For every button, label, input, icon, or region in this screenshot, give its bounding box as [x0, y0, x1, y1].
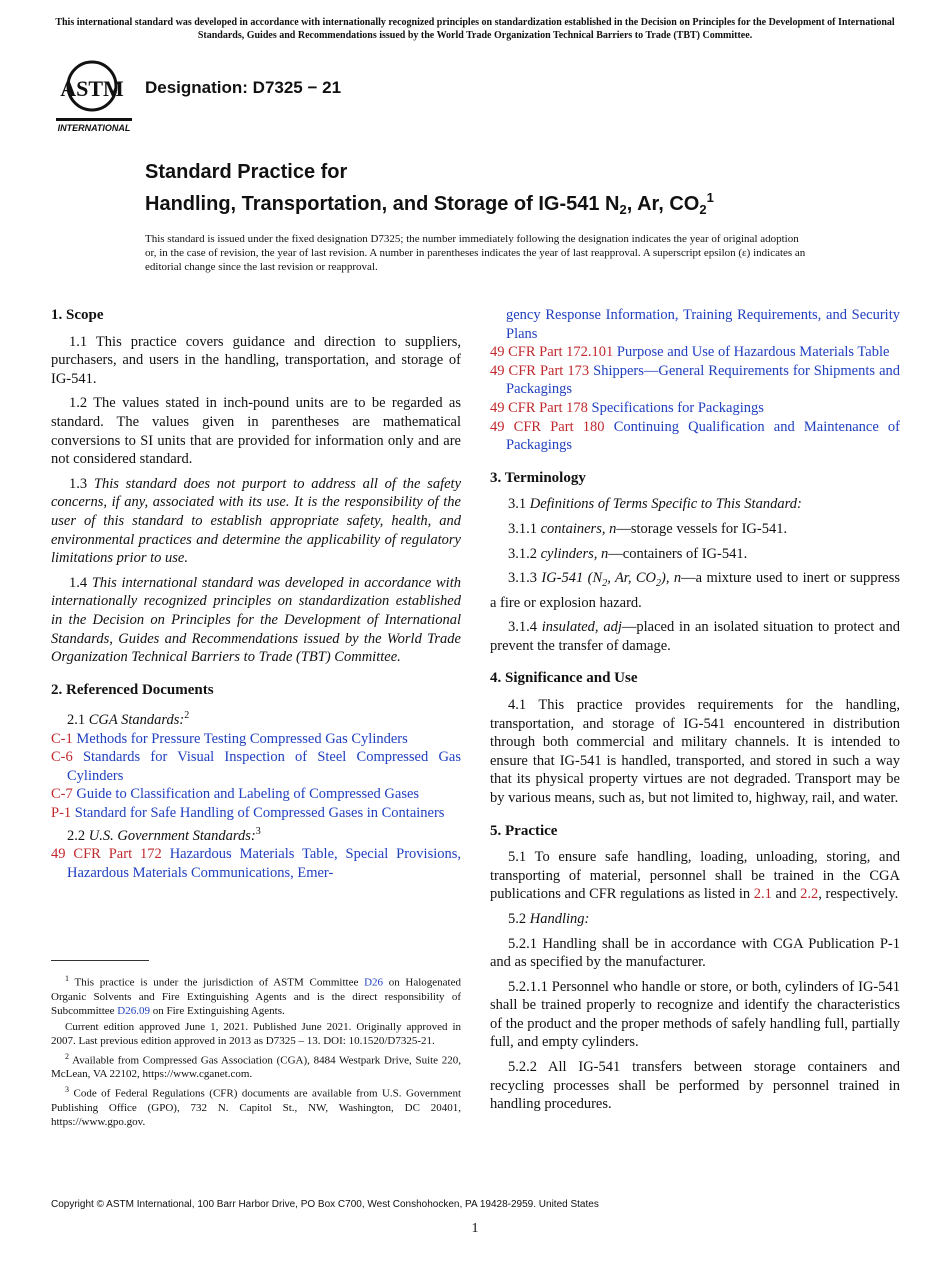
- reference-link[interactable]: [51, 785, 461, 804]
- reference-title[interactable]: Hazardous Materials Table, Special Provisions, Hazardous Materials Communications, Emer-: [67, 846, 462, 881]
- term-3-1: [490, 495, 900, 514]
- scope-1-4-num: 1.4: [69, 574, 88, 591]
- reference-link[interactable]: [51, 748, 461, 785]
- term-num: 3.1.3: [508, 570, 537, 587]
- title-sub: 2: [619, 202, 627, 217]
- us-num: 2.2: [67, 827, 86, 844]
- reference-code[interactable]: 49 CFR Part 173: [490, 362, 590, 379]
- footnote-3: [51, 1083, 461, 1129]
- term-3-1-4: [490, 618, 900, 655]
- footnote-edition: Current edition approved June 1, 2021. Published June 2021. Originally approved in 2007. Last previous edition approved in 2013 as D7325 – 13. DOI: 10.1520/D7325-21.: [51, 1020, 461, 1047]
- term-num: 3.1.2: [508, 545, 537, 562]
- reference-link[interactable]: [51, 804, 461, 823]
- reference-code[interactable]: P-1: [51, 805, 72, 822]
- reference-code[interactable]: 49 CFR Part 180: [490, 418, 605, 435]
- us-label: U.S. Government Standards:: [88, 827, 256, 844]
- section-link-2-1[interactable]: 2.1: [753, 886, 772, 903]
- fn-text: on Fire Extinguishing Agents.: [150, 1004, 285, 1017]
- fn-text: Available from Compressed Gas Association (CGA), 8484 Westpark Drive, Suite 220, McLean, VA 22102, https://www.cganet.com.: [51, 1054, 461, 1081]
- fn-text: Code of Federal Regulations (CFR) documents are available from U.S. Government Publishing Office (GPO), 732 N. Capitol St., NW, Washington, DC 20401, https://www.gpo.gov.: [51, 1087, 461, 1128]
- reference-title[interactable]: Standards for Visual Inspection of Steel Compressed Gas Cylinders: [67, 749, 461, 784]
- reference-code[interactable]: C-6: [51, 749, 73, 766]
- reference-link[interactable]: [490, 343, 900, 362]
- copyright: Copyright © ASTM International, 100 Barr Harbor Drive, PO Box C700, West Conshohocken, PA 19428-2959. United States: [51, 1199, 599, 1210]
- scope-1-3: [51, 475, 461, 568]
- practice-5-2-2: 5.2.2 All IG-541 transfers between storage containers and recycling processes shall be performed by personnel trained in handling procedures.: [490, 1059, 900, 1113]
- reference-code[interactable]: 49 CFR Part 172.101: [490, 344, 614, 361]
- reference-title-cont[interactable]: gency Response Information, Training Requirements, and Security Plans: [506, 307, 900, 342]
- astm-logo: [54, 56, 134, 134]
- reference-code[interactable]: 49 CFR Part 172: [51, 846, 162, 863]
- term-name: insulated, adj: [541, 619, 622, 636]
- issue-note: This standard is issued under the fixed designation D7325; the number immediately following the designation indicates the year of original adoption or, in the case of revision, the year of last revision. A number in parentheses indicates the year of last reapproval. A superscript epsilon (ε) indicates an editorial change since the last revision or reapproval.: [145, 233, 806, 273]
- term-3-1-3: [490, 569, 900, 612]
- reference-link[interactable]: [51, 730, 461, 749]
- reference-code[interactable]: C-1: [51, 730, 73, 747]
- committee-link[interactable]: D26: [364, 976, 384, 989]
- practice-5-1: [490, 848, 900, 904]
- footnote-2: [51, 1050, 461, 1082]
- term-name: cylinders, n: [540, 545, 609, 562]
- term-def: —storage vessels for IG-541.: [616, 520, 788, 537]
- practice-5-2: [490, 910, 900, 929]
- reference-title[interactable]: Standard for Safe Handling of Compressed Gases in Containers: [74, 805, 445, 822]
- significance-4-1: 4.1 This practice provides requirements for the handling, transportation, and storage of IG-541 encountered in distribution through both commercial and military channels. It is intended to ensure that IG-541 is handled, transported, and stored in such a way that its physical property virtues are not degraded. Transport may be by various means, such as, but not limited to, highway, rail, and water.: [490, 696, 900, 806]
- term-name: containers, n: [540, 520, 617, 537]
- scope-1-3-text: This standard does not purport to address all of the safety concerns, if any, associated with its use. It is the responsibility of the user of this standard to establish appropriate safety, health, and environmental practices and determine the applicability of regulatory limitations prior to use.: [51, 475, 462, 567]
- reference-title[interactable]: Shippers—General Requirements for Shipments and Packagings: [506, 362, 901, 398]
- practice-and: and: [771, 886, 801, 903]
- reference-code[interactable]: 49 CFR Part 178: [490, 399, 588, 416]
- footnotes: [51, 972, 461, 1131]
- reference-link[interactable]: [51, 845, 461, 882]
- fn-marker: 3: [65, 1085, 69, 1095]
- reference-title[interactable]: Guide to Classification and Labeling of Compressed Gases: [76, 786, 420, 803]
- designation: Designation: D7325 − 21: [145, 78, 342, 97]
- footnote-rule: [51, 960, 149, 961]
- term-def: —containers of IG-541.: [608, 545, 748, 562]
- terminology-heading: 3. Terminology: [490, 469, 586, 486]
- cga-standards-label: [51, 707, 461, 729]
- section-link-2-2[interactable]: 2.2: [800, 886, 819, 903]
- cga-sup: 2: [184, 710, 190, 722]
- practice-text: 5.1 To ensure safe handling, loading, unloading, storing, and transporting of material, personnel shall be trained in the CGA publications and CFR regulations as listed in: [490, 849, 900, 903]
- title-sub-2: 2: [699, 202, 707, 217]
- referenced-heading: 2. Referenced Documents: [51, 681, 214, 698]
- title-line-2: [145, 185, 865, 222]
- fn-marker: 2: [65, 1051, 69, 1061]
- left-column: [51, 306, 461, 882]
- reference-title[interactable]: Methods for Pressure Testing Compressed Gas Cylinders: [76, 730, 408, 747]
- reference-title[interactable]: Specifications for Packagings: [591, 399, 764, 416]
- reference-code[interactable]: C-7: [51, 786, 73, 803]
- logo-text: ASTM: [60, 76, 124, 101]
- term-name: [541, 570, 682, 590]
- scope-1-3-num: 1.3: [69, 475, 88, 492]
- reference-title[interactable]: Purpose and Use of Hazardous Materials Table: [616, 344, 890, 361]
- scope-1-4-text: This international standard was developed in accordance with internationally recognized principles on standardization established in the Decision on Principles for the Development of International Standards, Guides and Recommendations issued by the World Trade Organization Technical Barriers to Trade (TBT) Committee.: [51, 574, 461, 666]
- term-num: 3.1: [508, 496, 527, 513]
- term-3-1-1: [490, 520, 900, 539]
- scope-1-4: [51, 574, 461, 667]
- cga-num: 2.1: [67, 712, 86, 729]
- title-footnote-marker: 1: [706, 190, 714, 205]
- term-sub: 2: [602, 578, 608, 590]
- practice-5-2-1: 5.2.1 Handling shall be in accordance with CGA Publication P-1 and as specified by the manufacturer.: [490, 935, 900, 971]
- title-text-a: Handling, Transportation, and Storage of IG-541 N: [145, 193, 620, 215]
- scope-heading: 1. Scope: [51, 307, 104, 323]
- us-standards-label: [51, 823, 461, 845]
- reference-continued[interactable]: [490, 306, 900, 343]
- term-name-c: ), n: [661, 570, 682, 587]
- logo-subtext: INTERNATIONAL: [57, 123, 131, 133]
- term-text: Definitions of Terms Specific to This Standard:: [529, 496, 802, 513]
- practice-end: , respectively.: [818, 886, 899, 903]
- document-title: [145, 160, 865, 222]
- cga-list: [51, 730, 461, 823]
- scope-1-2: 1.2 The values stated in inch-pound units are to be regarded as standard. The values given in parentheses are mathematical conversions to SI units that are provided for information only and are not considered standard.: [51, 395, 461, 468]
- title-text-b: , Ar, CO: [626, 193, 700, 215]
- footnote-1: [51, 972, 461, 1018]
- reference-link[interactable]: [490, 418, 900, 455]
- term-3-1-2: [490, 545, 900, 564]
- fn-text: on Halogenated Organic Solvents and Fire Extinguishing Agents and is the direct responsibility of Subcommittee: [51, 976, 461, 1017]
- right-column: [490, 306, 900, 1120]
- reference-link[interactable]: [490, 399, 900, 418]
- practice-num: 5.2: [508, 910, 527, 927]
- practice-5-2-1-1: 5.2.1.1 Personnel who handle or store, or both, cylinders of IG-541 shall be trained properly to recognize and identify the characteristics of the product and the proper methods of safely handling full, partially full, and empty cylinders.: [490, 978, 900, 1051]
- subcommittee-link[interactable]: D26.09: [117, 1004, 150, 1017]
- fn-text: This practice is under the jurisdiction of ASTM Committee: [69, 976, 365, 989]
- reference-title[interactable]: Continuing Qualification and Maintenance of Packagings: [506, 418, 901, 454]
- practice-label: Handling:: [529, 910, 590, 927]
- term-name-a: IG-541 (N: [541, 570, 603, 587]
- term-def: —a mixture used to inert or suppress a fire or explosion hazard.: [490, 570, 900, 611]
- term-sub-2: 2: [656, 578, 662, 590]
- cga-label: CGA Standards:: [88, 712, 185, 729]
- cfr-list: [490, 343, 900, 455]
- term-num: 3.1.1: [508, 520, 537, 537]
- significance-heading: 4. Significance and Use: [490, 670, 638, 687]
- title-line-1: Standard Practice for: [145, 161, 348, 183]
- term-num: 3.1.4: [508, 619, 537, 636]
- reference-link[interactable]: [490, 362, 900, 399]
- page-number: 1: [471, 1221, 479, 1236]
- fn-marker: 1: [65, 974, 69, 983]
- scope-1-1: 1.1 This practice covers guidance and direction to suppliers, purchasers, and users in the handling, transportation, and storage of IG-541.: [51, 333, 461, 387]
- top-notice: This international standard was developed in accordance with internationally recognized principles on standardization established in the Decision on Principles for the Development of International Standards, Guides and Recommendations issued by the World Trade Organization Technical Barriers to Trade (TBT) Committee.: [55, 17, 895, 41]
- term-name-b: , Ar, CO: [607, 570, 657, 587]
- term-def: —placed in an isolated situation to protect and prevent the transfer of damage.: [490, 619, 900, 654]
- us-sup: 3: [255, 825, 261, 837]
- practice-heading: 5. Practice: [490, 822, 558, 839]
